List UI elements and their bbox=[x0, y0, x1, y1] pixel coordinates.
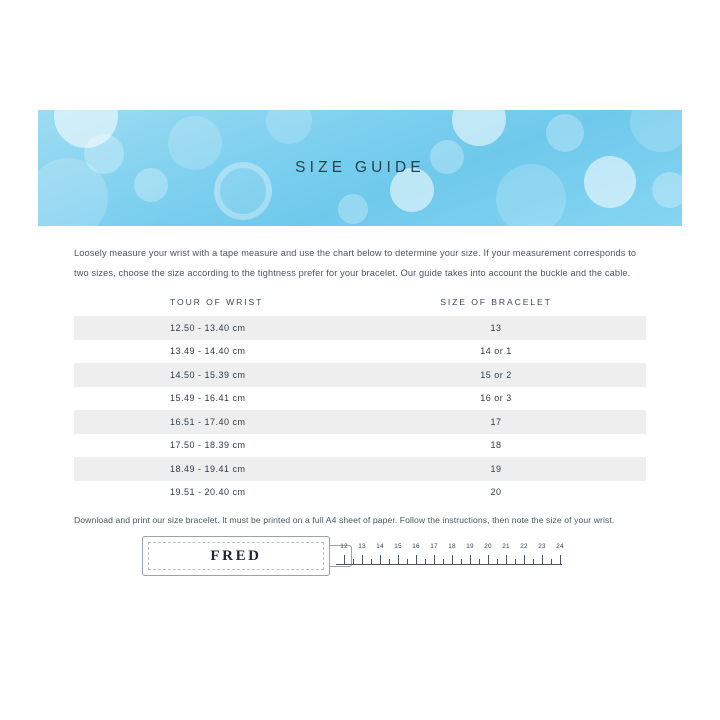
table-row bbox=[74, 457, 646, 481]
cell-wrist: 18.49 - 19.41 cm bbox=[170, 463, 246, 474]
brand-logo: FRED bbox=[210, 547, 262, 564]
table-row bbox=[74, 340, 646, 364]
ruler-label: 20 bbox=[484, 543, 492, 550]
ruler-tick bbox=[506, 555, 507, 564]
cell-size: 14 or 1 bbox=[480, 346, 512, 357]
ruler-tick bbox=[533, 559, 534, 564]
ruler-label: 22 bbox=[520, 543, 528, 550]
ruler-tick bbox=[344, 555, 345, 564]
cell-size: 17 bbox=[490, 416, 502, 427]
table-row bbox=[74, 434, 646, 458]
ruler-label: 19 bbox=[466, 543, 474, 550]
column-header-size: SIZE OF BRACELET bbox=[440, 297, 552, 307]
ruler-label: 18 bbox=[448, 543, 456, 550]
ruler-tick bbox=[479, 559, 480, 564]
table-row bbox=[74, 316, 646, 340]
table-row bbox=[74, 410, 646, 434]
ruler-label: 12 bbox=[340, 543, 348, 550]
ruler-scale bbox=[336, 543, 562, 573]
ruler-tick bbox=[542, 555, 543, 564]
ruler-tick bbox=[515, 559, 516, 564]
ruler-tick bbox=[461, 559, 462, 564]
table-header-row bbox=[74, 288, 646, 316]
table-row bbox=[74, 363, 646, 387]
cell-wrist: 12.50 - 13.40 cm bbox=[170, 322, 246, 333]
cell-size: 20 bbox=[490, 487, 502, 498]
intro-paragraph: Loosely measure your wrist with a tape measure and use the chart below to determine your size. If your measurement corresponds to two sizes, choose the size according to the tightness prefer for your bracelet. Our guide takes into account the buckle and the cable. bbox=[74, 248, 637, 278]
table-row bbox=[74, 481, 646, 505]
ruler-label: 16 bbox=[412, 543, 420, 550]
ruler-tick bbox=[353, 559, 354, 564]
ruler-tick bbox=[434, 555, 435, 564]
printable-size-bracelet bbox=[142, 536, 562, 578]
column-header-wrist: TOUR OF WRIST bbox=[170, 297, 264, 307]
cell-size: 13 bbox=[490, 322, 502, 333]
cell-wrist: 13.49 - 14.40 cm bbox=[170, 346, 246, 357]
ruler-tick bbox=[524, 555, 525, 564]
cell-wrist: 14.50 - 15.39 cm bbox=[170, 369, 246, 380]
size-guide-banner bbox=[38, 110, 682, 226]
ruler-tick bbox=[389, 559, 390, 564]
cell-size: 19 bbox=[490, 463, 502, 474]
ruler-tick bbox=[452, 555, 453, 564]
table-row bbox=[74, 387, 646, 411]
cell-wrist: 16.51 - 17.40 cm bbox=[170, 416, 246, 427]
cell-wrist: 19.51 - 20.40 cm bbox=[170, 487, 246, 498]
ruler-label: 13 bbox=[358, 543, 366, 550]
ruler-label: 24 bbox=[556, 543, 564, 550]
ruler-label: 23 bbox=[538, 543, 546, 550]
ruler-tick bbox=[470, 555, 471, 564]
ruler-tick bbox=[560, 555, 561, 564]
cell-size: 15 or 2 bbox=[480, 369, 512, 380]
ruler-baseline bbox=[336, 564, 562, 565]
bracelet-strip-inner bbox=[148, 542, 324, 570]
ruler-tick bbox=[371, 559, 372, 564]
ruler-tick bbox=[551, 559, 552, 564]
page-title: SIZE GUIDE bbox=[295, 159, 425, 176]
cell-wrist: 15.49 - 16.41 cm bbox=[170, 393, 246, 404]
ruler-tick bbox=[362, 555, 363, 564]
ruler-label: 14 bbox=[376, 543, 384, 550]
ruler-tick bbox=[398, 555, 399, 564]
cell-size: 18 bbox=[490, 440, 502, 451]
ruler-label: 17 bbox=[430, 543, 438, 550]
ruler-label: 15 bbox=[394, 543, 402, 550]
ruler-tick bbox=[407, 559, 408, 564]
size-table bbox=[74, 288, 646, 504]
ruler-label: 21 bbox=[502, 543, 510, 550]
ruler-tick bbox=[425, 559, 426, 564]
ruler-tick bbox=[416, 555, 417, 564]
ruler-tick bbox=[443, 559, 444, 564]
download-note: Download and print our size bracelet. It must be printed on a full A4 sheet of paper. Follow the instructions, then note the size of your wrist. bbox=[74, 515, 615, 525]
ruler-tick bbox=[497, 559, 498, 564]
cell-size: 16 or 3 bbox=[480, 393, 512, 404]
bracelet-strip bbox=[142, 536, 330, 576]
ruler-tick bbox=[380, 555, 381, 564]
cell-wrist: 17.50 - 18.39 cm bbox=[170, 440, 246, 451]
ruler-tick bbox=[488, 555, 489, 564]
